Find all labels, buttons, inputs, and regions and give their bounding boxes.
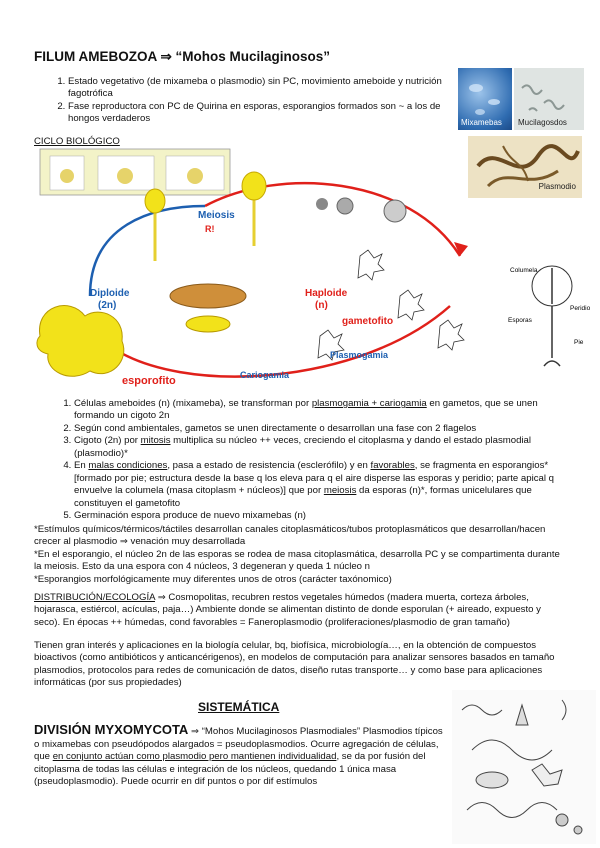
sporangium-head xyxy=(242,172,266,200)
meiosis-label: Meiosis xyxy=(198,210,235,221)
young-plasmodium xyxy=(186,316,230,332)
steps-list xyxy=(54,398,574,523)
amoeba-cell xyxy=(398,290,424,320)
gametofito-label: gametofito xyxy=(342,316,394,327)
division-paragraph: DIVISIÓN MYXOMYCOTA ⇒ “Mohos Mucilaginosos Plasmodiales” Plasmodios típicos o mixamebas con pseudópodos alargados = pseudoplasmodios. Ocurre agregación de células, que en conjunto actúan como plasmodio pero mantienen individualidad, se da por fusión del citoplasma de todas las células e integración de los núcleos, quedando 1 única masa (pseudoplasmodio). Puede ocurrir en dif puntos o por dif estímulos xyxy=(34,722,443,788)
mixamebas-photo xyxy=(458,68,512,130)
distribution-paragraph: DISTRIBUCIÓN/ECOLOGÍA ⇒ Cosmopolitas, recubren restos vegetales húmedos (madera muerta, corteza árboles, hojarasca, estiércol, acículas, paja…) Ambiente donde se alimentan distinto de donde esporulan (+ aireado, expuesto y seco). En épocas ++ húmedas, cond favorables = Faneroplasmodio (proliferaciones/plasmodio de gran tamaño) xyxy=(34,592,541,628)
spore xyxy=(316,198,328,210)
inset-spore xyxy=(117,168,133,184)
columela-label: Columela xyxy=(510,267,538,274)
inset-spore xyxy=(187,168,203,184)
sporangium-structure-diagram xyxy=(508,258,596,376)
haploide-label: Haploide xyxy=(305,288,348,299)
interest-paragraph: Tienen gran interés y aplicaciones en la biología celular, bq, biofísica, microbiología…, en la obtención de compuestos bioactivos (como antibióticos y anticancérigenos), en modelos de computación para analizar sensores basados en tamaño plasmodios, protocolos para redes de comunicación de datos, diseño rutas transporte… y como base para aplicaciones informáticas (por sus propiedades) xyxy=(34,640,555,689)
mucilagos-label: Mucilagosdos xyxy=(518,117,567,127)
list-item: 2. Según cond ambientales, gametos se unen directamente o desarrollan una fase con 2 flagelos xyxy=(74,423,574,435)
list-item: 5. Germinación espora produce de nuevo mixamebas (n) xyxy=(74,510,574,522)
page-title: FILUM AMEBOZOA ⇒ “Mohos Mucilaginosos” xyxy=(34,49,331,64)
cariogamia-label: Cariogamia xyxy=(240,370,290,380)
division-name: DIVISIÓN MYXOMYCOTA xyxy=(34,722,189,737)
note: *Esporangios morfológicamente muy diferentes unos de otros (carácter taxónomico) xyxy=(34,573,392,585)
esporofito-label: esporofito xyxy=(122,375,176,387)
sporangium-head xyxy=(145,189,165,213)
esporas-label: Esporas xyxy=(508,317,532,324)
cycle-heading: CICLO BIOLÓGICO xyxy=(34,136,120,147)
plasmogamia-label: Plasmogamia xyxy=(330,350,389,360)
list-item: 4. En malas condiciones, pasa a estado de resistencia (esclerófilo) y en favorables, se fragmenta en esporangios* [formado por pie; estructura desde la base q los eleva para q el aire disperse las esporas y peridio; parte apical q envuelve la columela (masa citoplasm + núcleos)] que por meiosis da esporas (n)*, formas unicelulares que constituyen el gametofito xyxy=(74,460,574,510)
list-item: 1. Estado vegetativo (de mixameba o plasmodio) sin PC, movimiento ameboide y nutrición fagotrófica xyxy=(68,76,468,101)
haploide-n-label: (n) xyxy=(315,300,328,311)
plasmodio-label: Plasmodio xyxy=(538,181,576,191)
mixamebas-label: Mixamebas xyxy=(461,117,502,127)
mucilagos-photo xyxy=(514,68,584,130)
features-list xyxy=(48,76,468,126)
amoeba-cell xyxy=(358,250,384,280)
cycle-arc-top xyxy=(205,183,460,256)
systematics-heading: SISTEMÁTICA xyxy=(198,700,280,714)
sketch-mass xyxy=(476,772,508,788)
spore xyxy=(337,198,353,214)
diploide-2n-label: (2n) xyxy=(98,300,117,311)
cycle-arc-left xyxy=(90,206,205,296)
amoeba-cell xyxy=(438,320,464,350)
list-item: 2. Fase reproductora con PC de Quirina en esporas, esporangios formados son ~ a los de hongos verdaderos xyxy=(68,101,468,126)
peridio-label: Peridio xyxy=(570,305,591,312)
sketch-spore xyxy=(556,814,568,826)
sketch-spore xyxy=(574,826,582,834)
spore xyxy=(384,200,406,222)
esporofito-mass xyxy=(37,306,124,377)
diploide-label: Diploide xyxy=(90,288,130,299)
inset-spore xyxy=(60,169,74,183)
pie-label: Pie xyxy=(574,339,584,346)
r-label: R! xyxy=(205,224,215,234)
plasmodium-mass xyxy=(170,284,246,308)
distribution-heading: DISTRIBUCIÓN/ECOLOGÍA xyxy=(34,592,156,603)
life-cycle-diagram xyxy=(30,146,500,388)
stalk-line xyxy=(544,306,560,366)
notes-block xyxy=(34,524,564,586)
note: *Estímulos químicos/térmicos/táctiles desarrollan canales citoplasmáticos/tubos protoplasmáticos que desarrollan/hacen crecer al plasmodio ⇒ venación muy desarrollada xyxy=(34,524,546,548)
pseudoplasmodium-illustration xyxy=(452,690,596,844)
list-item: 1. Células ameboides (n) (mixameba), se transforman por plasmogamia + cariogamia en gametos, que se unen formando un cigoto 2n xyxy=(74,398,574,423)
note: *En el esporangio, el núcleo 2n de las esporas se rodea de masa citoplasmática, desarrolla PC y se compartimenta durante la meiosis. Esto da una espora con 4 núcleos, 3 degeneran y queda 1 núcleo n xyxy=(34,548,560,573)
list-item: 3. Cigoto (2n) por mitosis multiplica su núcleo ++ veces, creciendo el citoplasma y dando el estado plasmodial (plasmodio)* xyxy=(74,435,574,460)
